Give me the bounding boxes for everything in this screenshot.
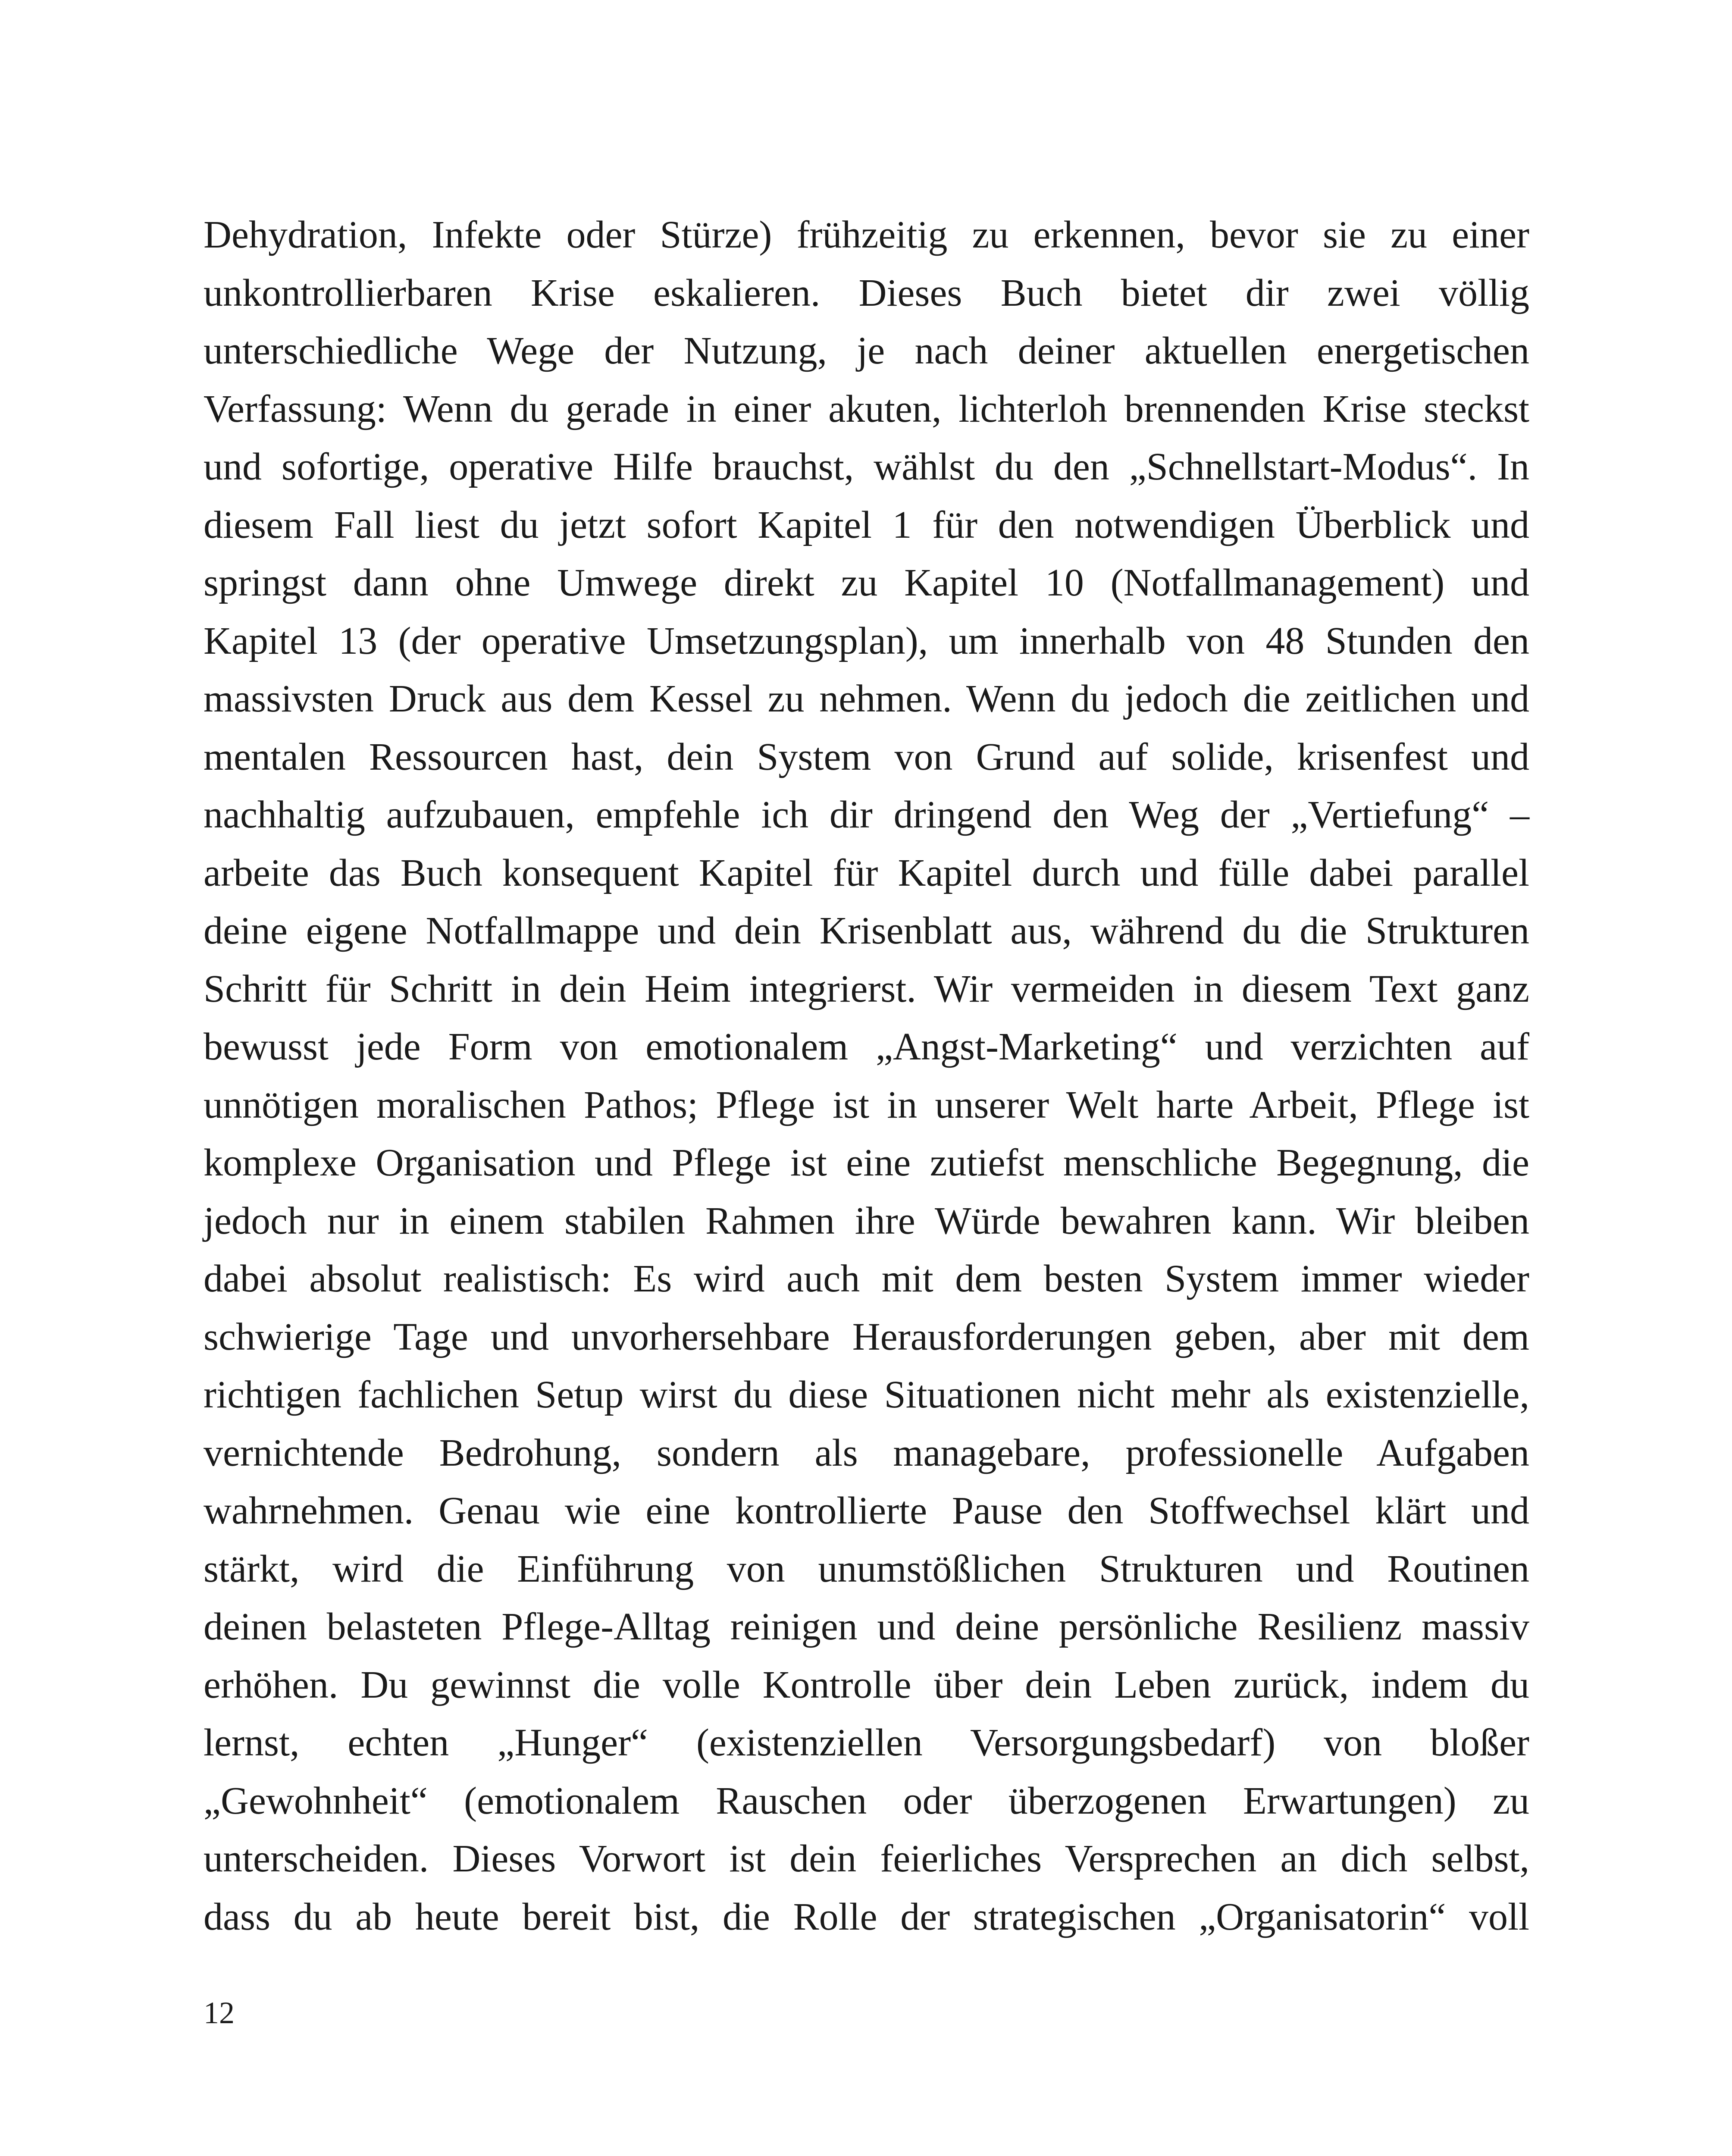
text-line: dabei absolut realistisch: Es wird auch mit dem besten System immer wieder [204, 1257, 1529, 1300]
text-line: stärkt, wird die Einführung von unumstößlichen Strukturen und Routinen [204, 1547, 1529, 1590]
text-line: bewusst jede Form von emotionalem „Angst-Marketing“ und verzichten auf [204, 1025, 1529, 1068]
text-line: lernst, echten „Hunger“ (existenziellen Versorgungsbedarf) von bloßer [204, 1721, 1529, 1764]
text-line: jedoch nur in einem stabilen Rahmen ihre Würde bewahren kann. Wir bleiben [204, 1199, 1529, 1242]
text-line: Verfassung: Wenn du gerade in einer akuten, lichterloh brennenden Krise steckst [204, 387, 1529, 430]
text-line: unkontrollierbaren Krise eskalieren. Dieses Buch bietet dir zwei völlig [204, 271, 1529, 314]
text-line: Dehydration, Infekte oder Stürze) frühzeitig zu erkennen, bevor sie zu einer [204, 213, 1529, 256]
text-line: erhöhen. Du gewinnst die volle Kontrolle über dein Leben zurück, indem du [204, 1663, 1529, 1706]
body-text [204, 206, 1529, 1946]
text-line: „Gewohnheit“ (emotionalem Rauschen oder überzogenen Erwartungen) zu [204, 1779, 1529, 1822]
text-line: komplexe Organisation und Pflege ist eine zutiefst menschliche Begegnung, die [204, 1141, 1529, 1184]
text-line: wahrnehmen. Genau wie eine kontrollierte Pause den Stoffwechsel klärt und [204, 1489, 1529, 1532]
text-line: unterscheiden. Dieses Vorwort ist dein feierliches Versprechen an dich selbst, [204, 1837, 1529, 1880]
text-line: vernichtende Bedrohung, sondern als managebare, professionelle Aufgaben [204, 1431, 1529, 1474]
text-line: arbeite das Buch konsequent Kapitel für Kapitel durch und fülle dabei parallel [204, 851, 1529, 894]
text-line: und sofortige, operative Hilfe brauchst, wählst du den „Schnellstart-Modus“. In [204, 445, 1529, 488]
text-line: unnötigen moralischen Pathos; Pflege ist in unserer Welt harte Arbeit, Pflege ist [204, 1083, 1529, 1126]
text-line: dass du ab heute bereit bist, die Rolle der strategischen „Organisatorin“ voll [204, 1895, 1529, 1938]
text-line: Schritt für Schritt in dein Heim integrierst. Wir vermeiden in diesem Text ganz [204, 967, 1529, 1010]
text-line: Kapitel 13 (der operative Umsetzungsplan), um innerhalb von 48 Stunden den [204, 619, 1529, 662]
text-line: deinen belasteten Pflege-Alltag reinigen und deine persönliche Resilienz massiv [204, 1605, 1529, 1648]
text-line: springst dann ohne Umwege direkt zu Kapitel 10 (Notfallmanagement) und [204, 561, 1529, 604]
text-line: unterschiedliche Wege der Nutzung, je nach deiner aktuellen energetischen [204, 329, 1529, 372]
text-line: massivsten Druck aus dem Kessel zu nehmen. Wenn du jedoch die zeitlichen und [204, 677, 1529, 720]
text-line: nachhaltig aufzubauen, empfehle ich dir dringend den Weg der „Vertiefung“ – [204, 793, 1529, 836]
text-line: diesem Fall liest du jetzt sofort Kapitel 1 für den notwendigen Überblick und [204, 503, 1529, 546]
text-line: richtigen fachlichen Setup wirst du diese Situationen nicht mehr als existenzielle, [204, 1373, 1529, 1416]
page-number: 12 [204, 1996, 235, 2030]
text-line: deine eigene Notfallmappe und dein Krisenblatt aus, während du die Strukturen [204, 909, 1529, 952]
text-line: mentalen Ressourcen hast, dein System von Grund auf solide, krisenfest und [204, 735, 1529, 778]
text-line: schwierige Tage und unvorhersehbare Herausforderungen geben, aber mit dem [204, 1315, 1529, 1358]
